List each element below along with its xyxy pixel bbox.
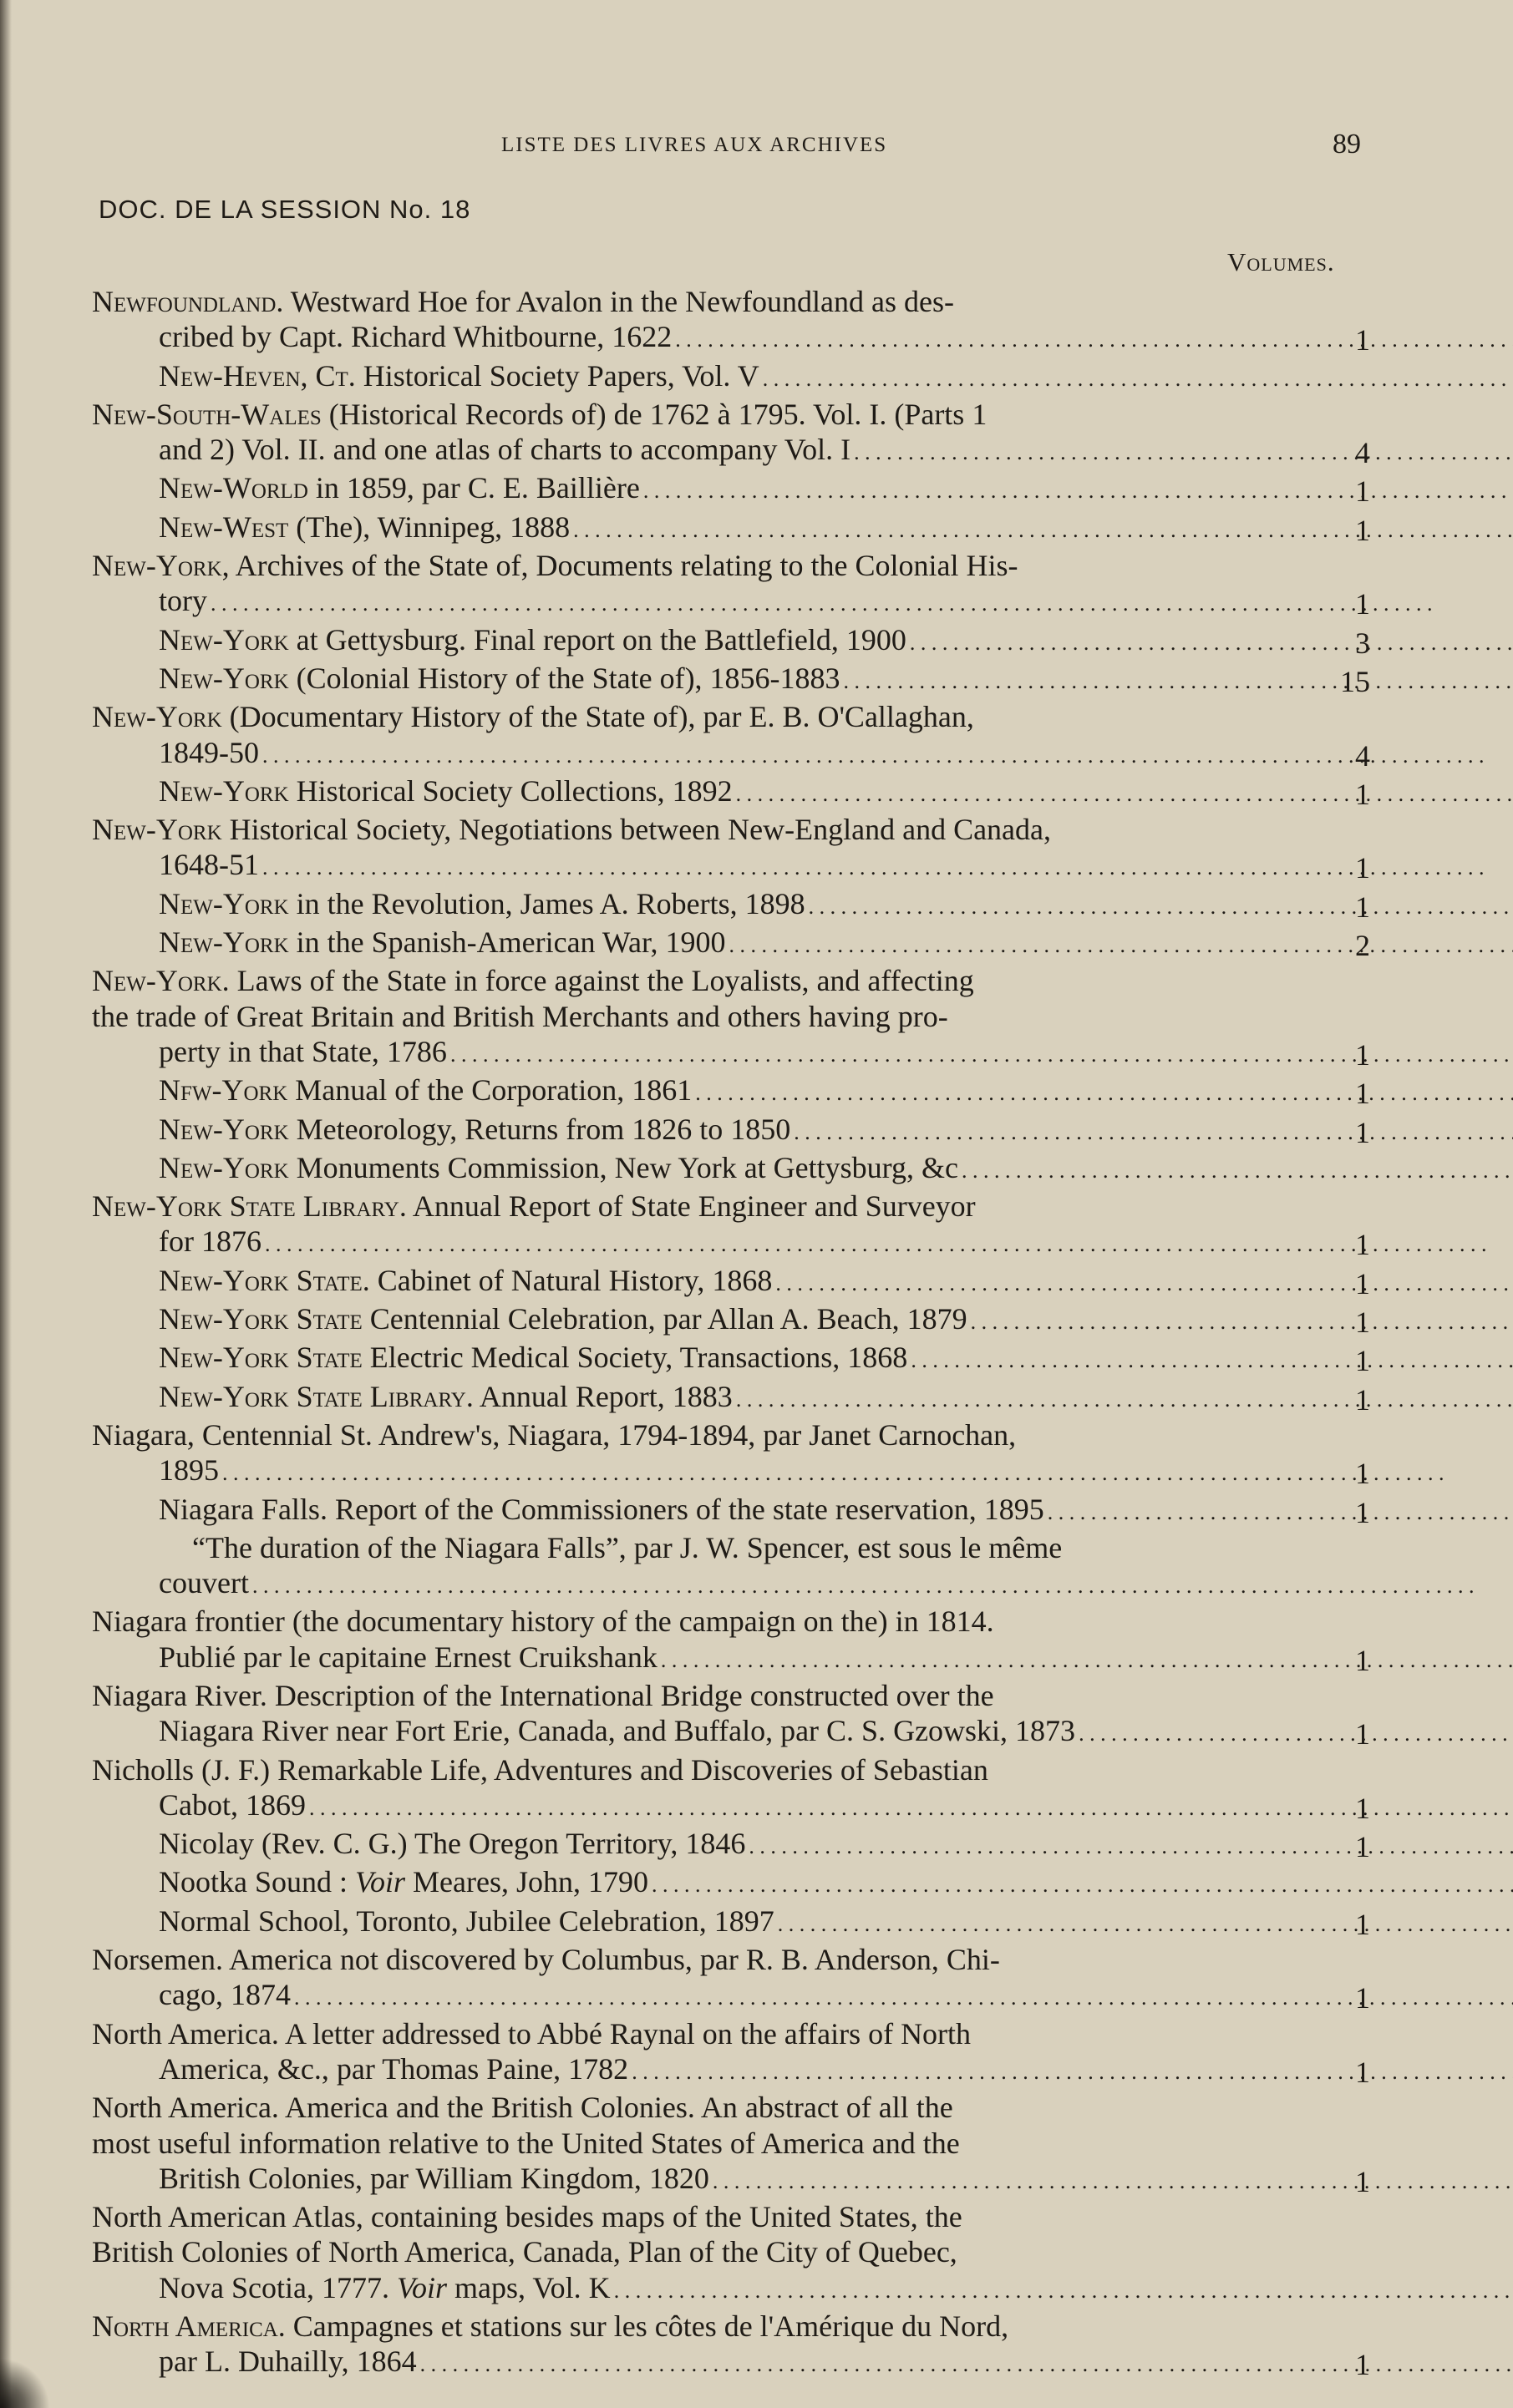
catalogue-entry <box>92 886 1370 925</box>
volume-count: 1 <box>1355 777 1370 811</box>
volume-count: 1 <box>1355 1457 1370 1491</box>
entry-line-text: New-York Historical Society Collections, 1892 <box>159 773 733 808</box>
catalogue-entry <box>92 1112 1370 1150</box>
volume-count: 1 <box>1355 1981 1370 2015</box>
volume-count: 1 <box>1355 587 1370 621</box>
entry-heading: New-West <box>159 509 289 544</box>
entry-line-text: Cabot, 1869 <box>159 1787 306 1822</box>
entry-line: Newfoundland. Westward Hoe for Avalon in the Newfoundland as des- <box>92 285 954 318</box>
dot-leader <box>713 2162 1513 2195</box>
entry-line <box>159 1301 1282 1340</box>
catalogue-entry <box>92 2199 1370 2309</box>
entry-line <box>159 470 1282 509</box>
catalogue-entry <box>92 1417 1370 1492</box>
catalogue-entry <box>92 1530 1370 1604</box>
volume-count: 4 <box>1355 436 1370 470</box>
entry-line-text: New-York Monuments Commission, New York at Gettysburg, &c <box>159 1150 958 1184</box>
catalogue-entry <box>92 1904 1370 1942</box>
page-corner-shadow <box>0 2358 50 2408</box>
entry-line: New-York, Archives of the State of, Documents relating to the Colonial His- <box>92 549 1018 583</box>
entry-heading: Nfw-York <box>159 1073 288 1108</box>
entry-line <box>159 661 1282 699</box>
catalogue-entry <box>92 699 1370 773</box>
entry-line <box>159 1263 1282 1301</box>
dot-leader <box>729 925 1513 959</box>
catalogue-entry <box>92 2090 1370 2199</box>
catalogue-entries <box>92 284 1370 2383</box>
dot-leader <box>695 1073 1513 1107</box>
entry-line <box>159 1864 1282 1903</box>
dot-leader <box>632 2052 1513 2086</box>
entry-line-text: par L. Duhailly, 1864 <box>159 2345 417 2379</box>
entry-line <box>159 1034 1282 1072</box>
catalogue-entry <box>92 925 1370 963</box>
catalogue-entry <box>92 1942 1370 2016</box>
volume-count: 1 <box>1355 1643 1370 1677</box>
catalogue-entry <box>92 470 1370 509</box>
entry-heading: New-York. <box>92 964 230 998</box>
entry-line: New-York (Documentary History of the State of), par E. B. O'Callaghan, <box>92 700 974 734</box>
entry-heading: New-York <box>159 1112 289 1146</box>
entry-line: most useful information relative to the United States of America and the <box>92 2126 960 2160</box>
entry-line <box>159 2051 1282 2090</box>
entry-line-text: Normal School, Toronto, Jubilee Celebration, 1897 <box>159 1904 774 1938</box>
entry-line: New-York State Library. Annual Report of State Engineer and Surveyor <box>92 1189 976 1224</box>
dot-leader <box>794 1113 1513 1146</box>
dot-leader <box>962 1151 1513 1184</box>
volume-count: 2 <box>1355 929 1370 963</box>
voir-reference: Voir <box>396 2270 447 2304</box>
volume-count: 3 <box>1355 626 1370 660</box>
volume-count: 1 <box>1355 1717 1370 1752</box>
catalogue-entry <box>92 1263 1370 1301</box>
entry-line <box>159 773 1282 812</box>
page-number: 89 <box>1333 129 1361 160</box>
entry-line: the trade of Great Britain and British Merchants and others having pro- <box>92 999 948 1033</box>
page-binding-shadow <box>0 0 12 2408</box>
entry-line <box>159 1713 1282 1752</box>
volume-count: 1 <box>1355 1266 1370 1300</box>
catalogue-entry <box>92 1150 1370 1189</box>
entry-line: Niagara frontier (the documentary history of the campaign on the) in 1814. <box>92 1604 994 1639</box>
catalogue-entry <box>92 1864 1370 1903</box>
entry-line-text: Nootka Sound : Voir Meares, John, 1790 <box>159 1865 648 1899</box>
entry-line: New-York. Laws of the State in force against the Loyalists, and affecting <box>92 964 974 998</box>
entry-line <box>159 319 1282 357</box>
dot-leader <box>661 1640 1513 1674</box>
entry-line <box>159 1977 1282 2015</box>
entry-line-text: New-West (The), Winnipeg, 1888 <box>159 509 571 544</box>
volume-count: 1 <box>1355 890 1370 924</box>
catalogue-entry <box>92 284 1370 358</box>
dot-leader <box>749 1827 1513 1860</box>
catalogue-entry <box>92 812 1370 886</box>
entry-line-text: and 2) Vol. II. and one atlas of charts to accompany Vol. I <box>159 433 851 467</box>
entry-line-text: New-World in 1859, par C. E. Baillière <box>159 471 640 505</box>
entry-line-text: Niagara Falls. Report of the Commissioners of the state reservation, 1895 <box>159 1492 1044 1526</box>
volume-count: 1 <box>1355 1791 1370 1825</box>
catalogue-entry <box>92 548 1370 622</box>
entry-line-text: New-York State. Cabinet of Natural History, 1868 <box>159 1263 773 1297</box>
entry-line-text: 1849-50 <box>159 735 259 769</box>
volume-count: 1 <box>1355 1228 1370 1262</box>
catalogue-entry <box>92 2016 1370 2091</box>
dot-leader <box>911 1341 1513 1374</box>
entry-line <box>159 1150 1282 1189</box>
catalogue-entry <box>92 1826 1370 1864</box>
entry-line-text: Niagara River near Fort Erie, Canada, and Buffalo, par C. S. Gzowski, 1873 <box>159 1714 1076 1748</box>
entry-line: Niagara River. Description of the International Bridge constructed over the <box>92 1678 994 1712</box>
entry-line-text: New-York in the Revolution, James A. Roberts, 1898 <box>159 886 805 920</box>
catalogue-entry <box>92 1301 1370 1340</box>
entry-line <box>159 583 1282 621</box>
entry-line <box>159 1826 1282 1864</box>
entry-line-text: British Colonies, par William Kingdom, 1820 <box>159 2161 709 2195</box>
entry-line <box>159 1904 1282 1942</box>
catalogue-entry <box>92 661 1370 699</box>
entry-line-text: tory <box>159 584 207 618</box>
dot-leader <box>652 1865 1513 1899</box>
entry-line-text: New-York Meteorology, Returns from 1826 to 1850 <box>159 1112 791 1146</box>
entry-line <box>159 1224 1282 1262</box>
catalogue-entry <box>92 1379 1370 1417</box>
volumes-column-heading: Volumes. <box>1227 247 1335 276</box>
catalogue-entry <box>92 2309 1370 2383</box>
volume-count: 1 <box>1355 2055 1370 2089</box>
volume-count: 1 <box>1355 2348 1370 2382</box>
entry-heading: Newfoundland. <box>92 285 284 318</box>
entry-line-text: Nfw-York Manual of the Corporation, 1861 <box>159 1073 693 1108</box>
dot-leader <box>262 736 1485 769</box>
volume-count: 15 <box>1340 664 1370 698</box>
catalogue-entry <box>92 1072 1370 1111</box>
entry-heading: New-York State <box>159 1302 363 1336</box>
entry-line <box>159 1072 1282 1111</box>
volume-count: 4 <box>1355 738 1370 773</box>
entry-line: Norsemen. America not discovered by Columbus, par R. B. Anderson, Chi- <box>92 1943 1000 1977</box>
dot-leader <box>573 510 1513 544</box>
volume-count: 1 <box>1355 1495 1370 1529</box>
catalogue-entry <box>92 1604 1370 1678</box>
entry-line <box>159 847 1282 885</box>
catalogue-entry <box>92 1492 1370 1530</box>
entry-line <box>159 886 1282 925</box>
entry-line <box>159 925 1282 963</box>
entry-line-text: New-York (Colonial History of the State of), 1856-1883 <box>159 661 840 695</box>
dot-leader <box>675 320 1513 353</box>
session-label: DOC. DE LA SESSION No. 18 <box>99 195 471 224</box>
entry-heading: New-York State. <box>159 1263 370 1297</box>
catalogue-entry <box>92 1678 1370 1752</box>
entry-heading: New-York State Library. <box>159 1379 474 1413</box>
entry-line: North America. America and the British Colonies. An abstract of all the <box>92 2091 953 2125</box>
entry-line <box>159 509 1282 548</box>
entry-heading: New-York <box>159 1150 289 1184</box>
entry-line <box>159 1340 1282 1378</box>
entry-line <box>159 2161 1282 2199</box>
entry-line: New-South-Wales (Historical Records of) de 1762 à 1795. Vol. I. (Parts 1 <box>92 397 988 431</box>
dot-leader <box>614 2271 1513 2304</box>
volume-count: 1 <box>1355 1115 1370 1149</box>
catalogue-entry <box>92 963 1370 1072</box>
dot-leader <box>222 1453 1444 1487</box>
entry-line: Niagara, Centennial St. Andrew's, Niagara, 1794-1894, par Janet Carnochan, <box>92 1417 1017 1452</box>
dot-leader <box>854 433 1513 466</box>
volume-count: 1 <box>1355 851 1370 885</box>
volume-count: 1 <box>1355 474 1370 509</box>
entry-line <box>159 1379 1282 1417</box>
entry-line-text: Publié par le capitaine Ernest Cruikshank <box>159 1640 657 1674</box>
dot-leader <box>736 774 1513 808</box>
entry-line <box>159 1640 1282 1678</box>
volume-count: 1 <box>1355 1037 1370 1072</box>
entry-heading: New-York State Library. <box>92 1189 407 1224</box>
catalogue-entry <box>92 1340 1370 1378</box>
entry-line-text: Nicolay (Rev. C. G.) The Oregon Territory, 1846 <box>159 1827 746 1861</box>
catalogue-entry <box>92 358 1370 397</box>
dot-leader <box>971 1302 1513 1336</box>
entry-line-text: America, &c., par Thomas Paine, 1782 <box>159 2051 629 2086</box>
catalogue-entry <box>92 397 1370 471</box>
voir-reference: Voir <box>355 1865 406 1899</box>
entry-heading: North America. <box>92 2309 286 2344</box>
entry-line-text: couvert <box>159 1566 249 1600</box>
catalogue-entry <box>92 773 1370 812</box>
entry-line: “The duration of the Niagara Falls”, par J. W. Spencer, est sous le même <box>192 1530 1063 1564</box>
entry-line-text: 1895 <box>159 1453 219 1488</box>
dot-leader <box>844 662 1513 695</box>
dot-leader <box>211 584 1433 617</box>
entry-line: North America. Campagnes et stations sur les côtes de l'Amérique du Nord, <box>92 2309 1009 2344</box>
entry-line-text: New-York State Library. Annual Report, 1883 <box>159 1379 733 1413</box>
entry-line-text: perty in that State, 1786 <box>159 1034 447 1068</box>
running-head: LISTE DES LIVRES AUX ARCHIVES <box>501 134 888 156</box>
volume-count: 1 <box>1355 1344 1370 1378</box>
volume-count: 1 <box>1355 513 1370 547</box>
dot-leader <box>763 359 1513 393</box>
entry-line <box>159 1452 1282 1491</box>
entry-heading: New-York, <box>92 549 230 583</box>
volume-count: 1 <box>1355 1305 1370 1340</box>
entry-line <box>159 2344 1282 2382</box>
entry-line: Nicholls (J. F.) Remarkable Life, Adventures and Discoveries of Sebastian <box>92 1752 988 1787</box>
entry-heading: New-York <box>159 622 289 656</box>
entry-line: New-York Historical Society, Negotiations between New-England and Canada, <box>92 813 1052 847</box>
dot-leader <box>775 1264 1513 1297</box>
dot-leader <box>1048 1493 1513 1526</box>
entry-heading: New-York <box>159 773 289 808</box>
entry-line <box>159 2270 1282 2309</box>
volume-count: 1 <box>1355 1907 1370 1941</box>
entry-line: North America. A letter addressed to Abbé Raynal on the affairs of North <box>92 2016 972 2051</box>
catalogue-entry <box>92 622 1370 661</box>
entry-heading: New-York <box>92 813 222 847</box>
entry-line-text: Nova Scotia, 1777. Voir maps, Vol. K <box>159 2270 611 2304</box>
dot-leader <box>910 623 1513 656</box>
volume-count: 1 <box>1355 2164 1370 2198</box>
entry-heading: New-York State <box>159 1341 363 1375</box>
entry-line <box>159 1492 1282 1530</box>
volume-count: 1 <box>1355 323 1370 357</box>
entry-line <box>159 358 1282 397</box>
entry-line-text: for 1876 <box>159 1224 261 1259</box>
dot-leader <box>265 1224 1487 1258</box>
entry-line-text: New-York at Gettysburg. Final report on the Battlefield, 1900 <box>159 622 906 656</box>
entry-heading: New-South-Wales <box>92 397 322 431</box>
entry-line-text: cago, 1874 <box>159 1978 291 2012</box>
volume-count: 1 <box>1355 1382 1370 1417</box>
entry-line-text: New-York State Centennial Celebration, par Allan A. Beach, 1879 <box>159 1302 967 1336</box>
entry-line <box>159 1565 1282 1604</box>
entry-heading: New-York <box>159 661 289 695</box>
dot-leader <box>1079 1714 1513 1747</box>
entry-line-text: cribed by Capt. Richard Whitbourne, 1622 <box>159 320 673 354</box>
entry-line <box>159 1112 1282 1150</box>
dot-leader <box>252 1566 1475 1599</box>
dot-leader <box>262 848 1485 881</box>
entry-heading: New-York <box>159 925 289 960</box>
dot-leader <box>809 887 1513 920</box>
entry-line <box>159 1787 1282 1826</box>
dot-leader <box>778 1904 1513 1938</box>
dot-leader <box>643 471 1513 504</box>
entry-heading: New-World <box>159 471 308 505</box>
catalogue-entry <box>92 1752 1370 1827</box>
catalogue-entry <box>92 1189 1370 1263</box>
entry-line-text: 1648-51 <box>159 848 259 882</box>
entry-heading: New-Heven, Ct. <box>159 358 356 393</box>
entry-heading: New-York <box>159 886 289 920</box>
entry-line: British Colonies of North America, Canada, Plan of the City of Quebec, <box>92 2235 957 2269</box>
entry-line: North American Atlas, containing besides maps of the United States, the <box>92 2200 962 2234</box>
entry-heading: New-York <box>92 700 222 734</box>
entry-line <box>159 735 1282 773</box>
volume-count: 1 <box>1355 1077 1370 1111</box>
entry-line-text: New-Heven, Ct. Historical Society Papers, Vol. V <box>159 358 759 393</box>
dot-leader <box>736 1380 1513 1413</box>
entry-line <box>159 622 1282 661</box>
entry-line-text: New-York in the Spanish-American War, 1900 <box>159 925 726 960</box>
volume-count: 1 <box>1355 1830 1370 1864</box>
entry-line <box>159 432 1282 470</box>
entry-line-text: New-York State Electric Medical Society, Transactions, 1868 <box>159 1341 908 1375</box>
catalogue-entry <box>92 509 1370 548</box>
